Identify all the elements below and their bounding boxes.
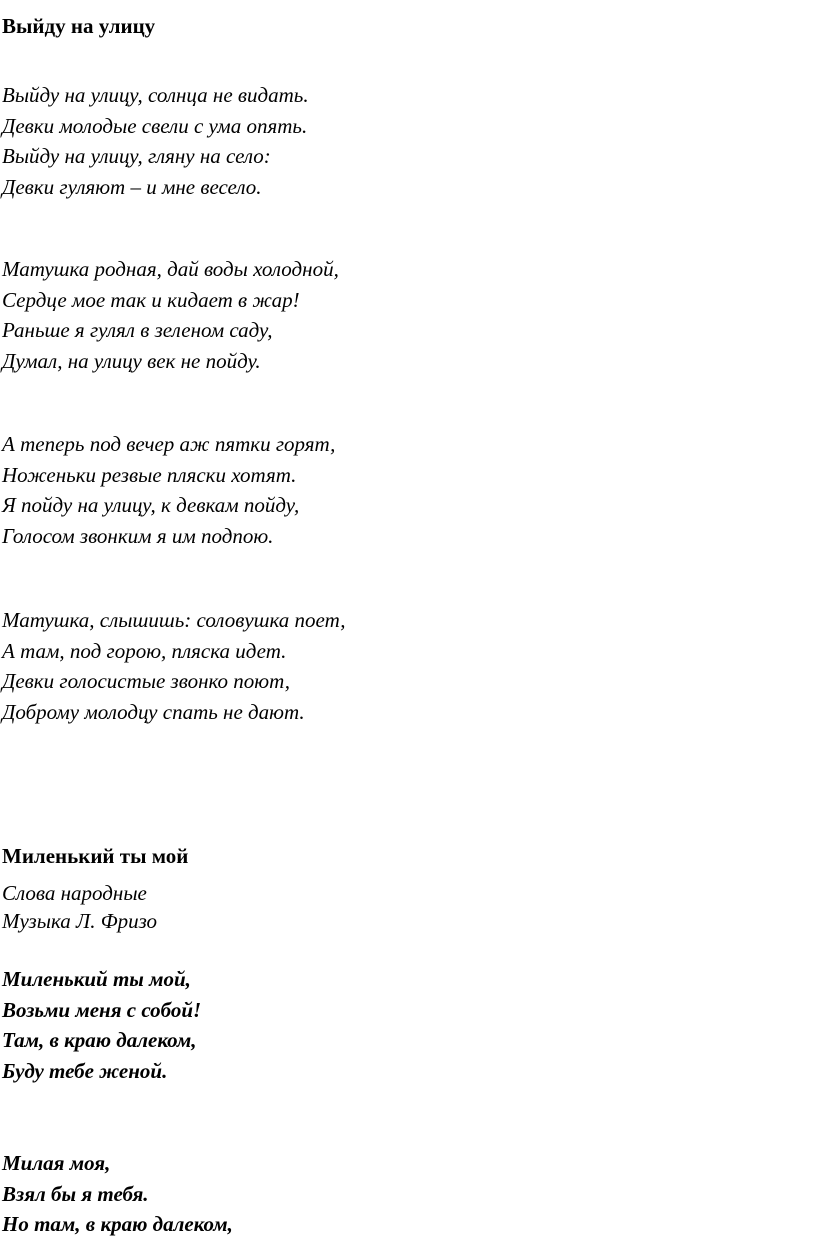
verse-line: А теперь под вечер аж пятки горят, bbox=[2, 432, 336, 456]
song-title: Миленький ты мой bbox=[2, 844, 189, 868]
verse-line: Сердце мое так и кидает в жар! bbox=[2, 287, 300, 312]
stanza bbox=[2, 605, 346, 727]
verse-line: Девки голосистые звонко поют, bbox=[2, 669, 291, 693]
verse-line: Буду тебе женой. bbox=[2, 1058, 168, 1083]
verse-line: Раньше я гулял в зеленом саду, bbox=[2, 318, 273, 342]
verse-line: Возьми меня с собой! bbox=[2, 997, 202, 1022]
stanza bbox=[2, 964, 201, 1086]
verse-line: Голосом звонким я им подпою. bbox=[2, 523, 274, 548]
verse-line: Ноженьки резвые пляски хотят. bbox=[2, 462, 297, 487]
verse-line: Матушка родная, дай воды холодной, bbox=[2, 257, 339, 281]
verse-line: Матушка, слышишь: соловушка поет, bbox=[2, 608, 346, 632]
verse-line: Выйду на улицу, солнца не видать. bbox=[2, 83, 309, 107]
stanza bbox=[2, 254, 339, 376]
verse-line: Взял бы я тебя. bbox=[2, 1181, 149, 1206]
verse-line: Но там, в краю далеком, bbox=[2, 1212, 233, 1236]
verse-line: Я пойду на улицу, к девкам пойду, bbox=[2, 493, 300, 517]
stanza bbox=[2, 1148, 233, 1240]
verse-line: Выйду на улицу, гляну на село: bbox=[2, 144, 271, 168]
stanza bbox=[2, 80, 309, 202]
verse-line: Там, в краю далеком, bbox=[2, 1028, 197, 1052]
verse-line: Милая моя, bbox=[2, 1151, 111, 1175]
stanza bbox=[2, 429, 335, 551]
verse-line: Доброму молодцу спать не дают. bbox=[2, 699, 305, 724]
song-title: Выйду на улицу bbox=[2, 14, 156, 38]
song-credits bbox=[2, 879, 157, 935]
verse-line: Думал, на улицу век не пойду. bbox=[2, 348, 261, 373]
credit-line: Слова народные bbox=[2, 881, 147, 905]
verse-line: Девки молодые свели с ума опять. bbox=[2, 113, 308, 138]
verse-line: А там, под горою, пляска идет. bbox=[2, 638, 287, 663]
verse-line: Девки гуляют – и мне весело. bbox=[2, 174, 262, 199]
verse-line: Миленький ты мой, bbox=[2, 967, 191, 991]
credit-line: Музыка Л. Фризо bbox=[2, 909, 158, 933]
